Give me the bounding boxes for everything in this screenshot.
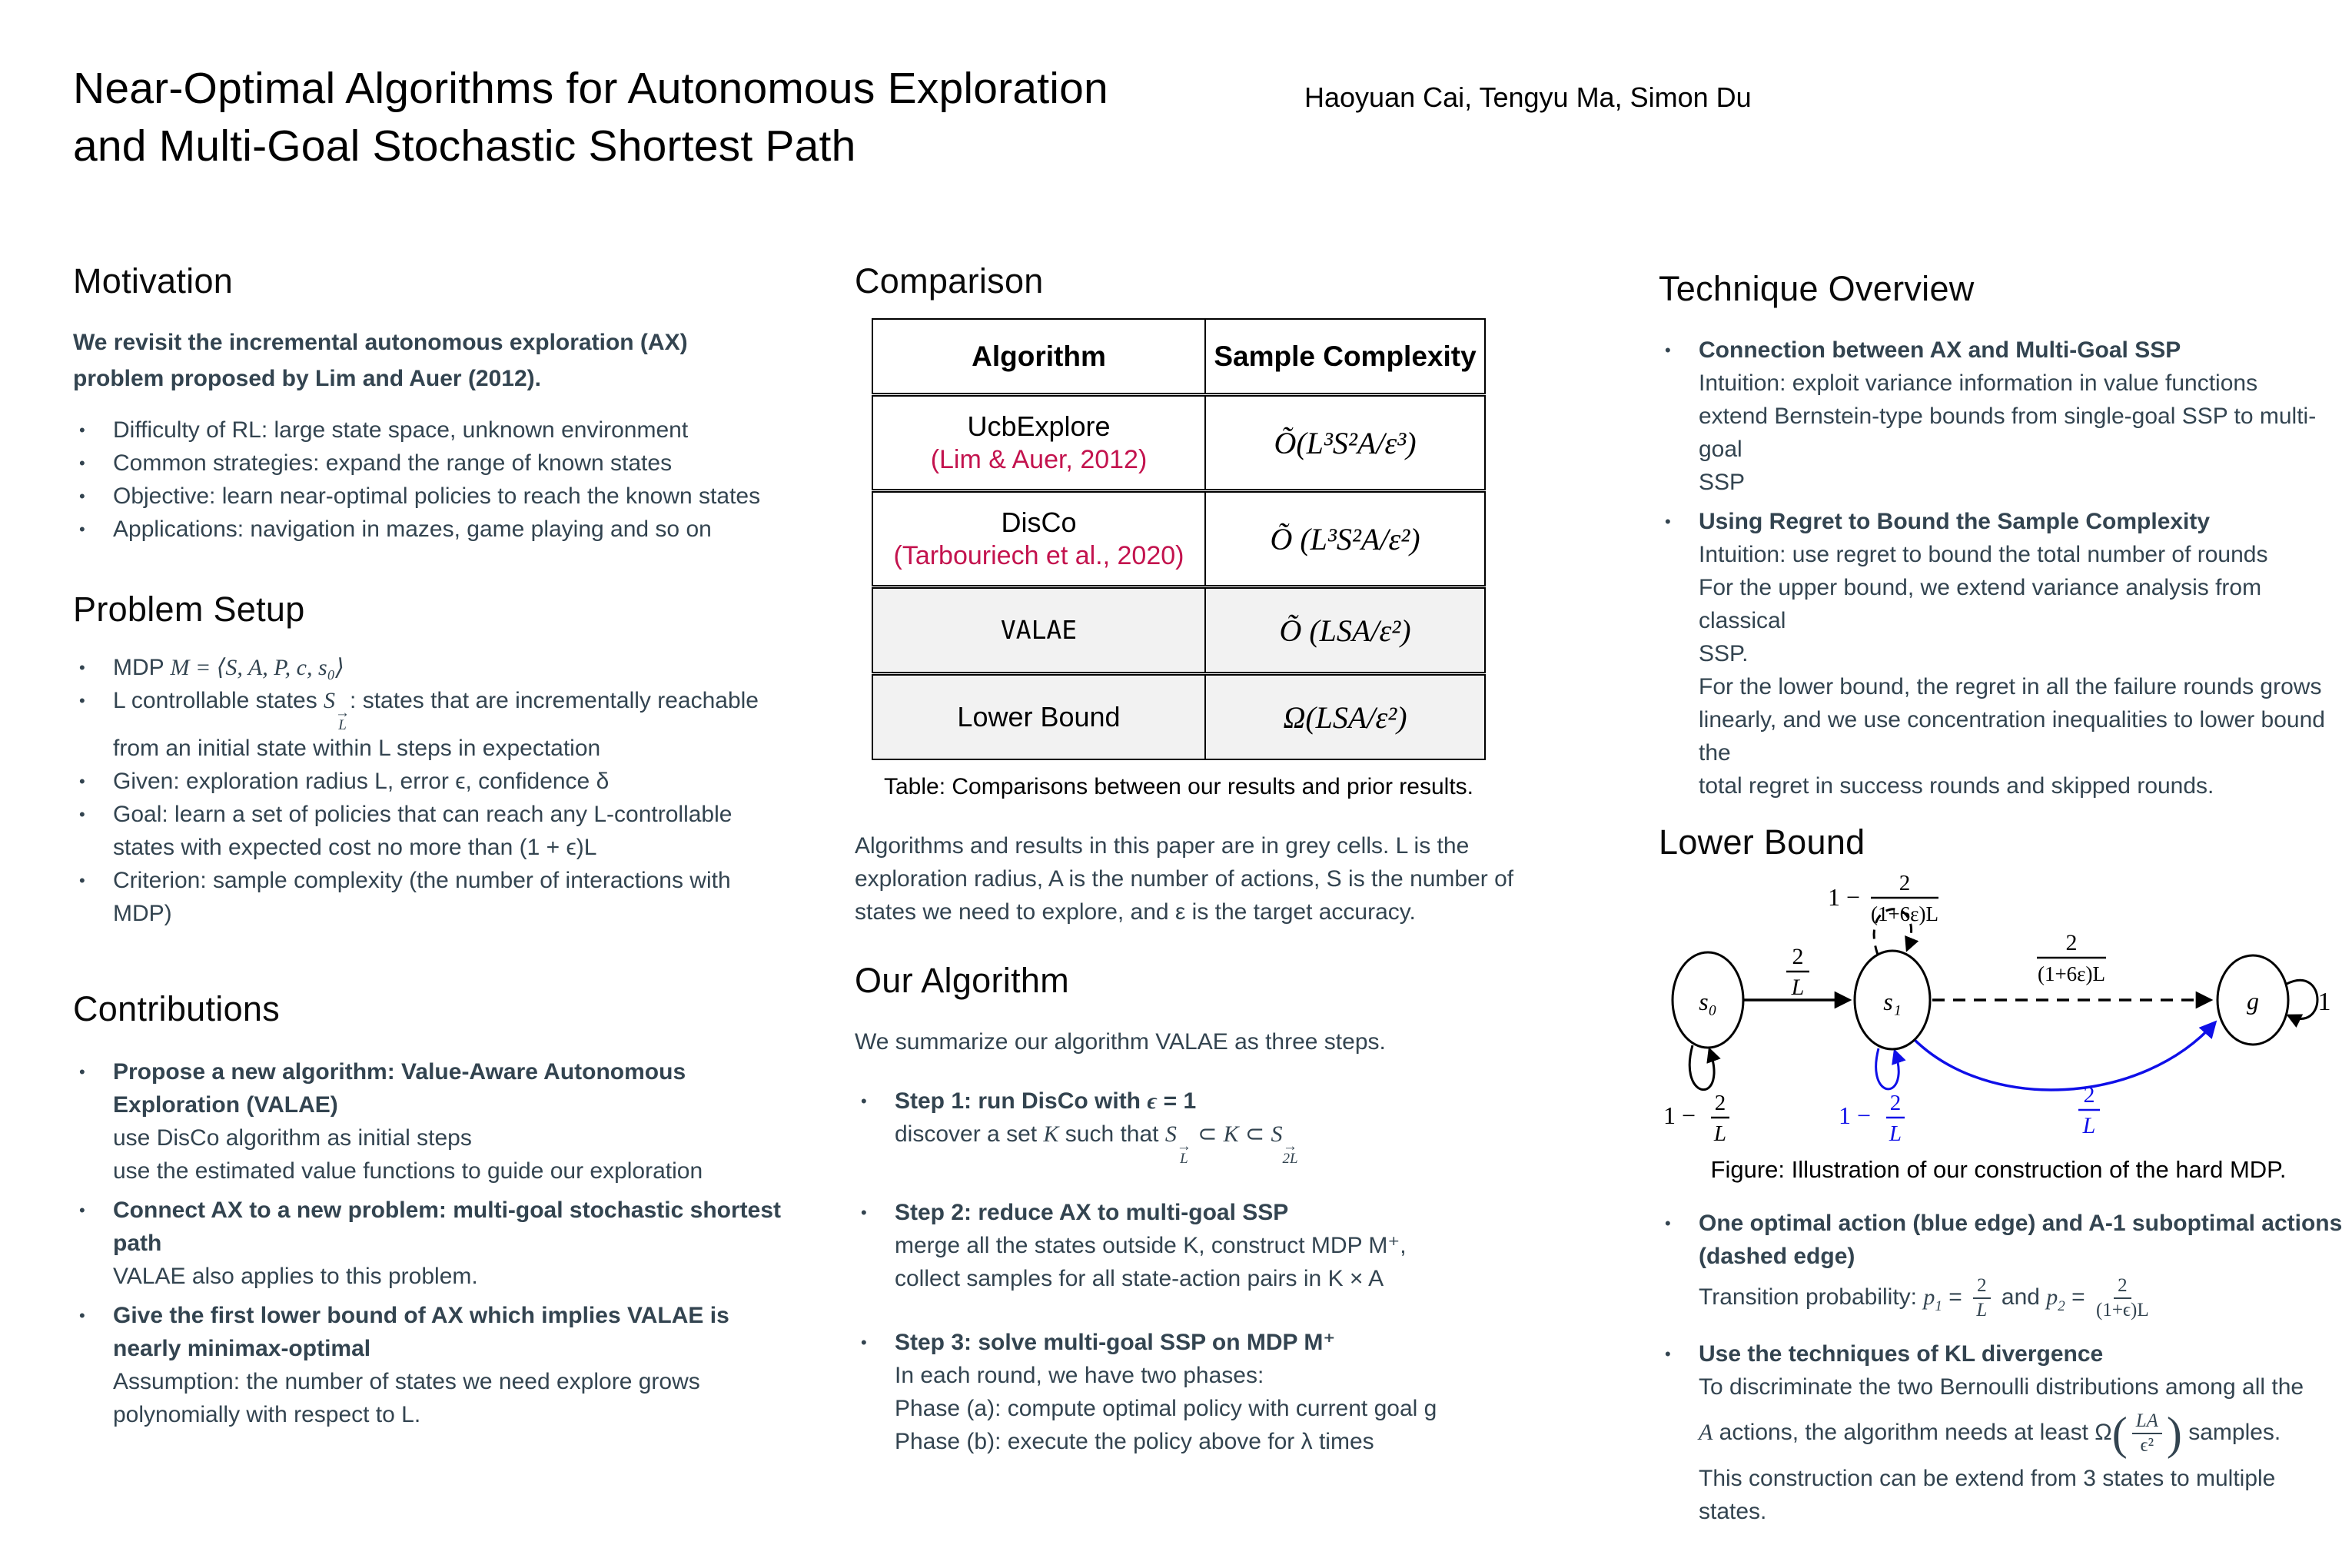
node-label-s0: s₀ — [1699, 988, 1717, 1015]
complexity-formula: Õ (LSA/ε²) — [1279, 613, 1411, 648]
bullet-dot: • — [1665, 1344, 1671, 1364]
bullet-dot: • — [79, 772, 85, 792]
g-loop-label: 1 — [2317, 988, 2331, 1016]
step-sub-line: collect samples for all state-action pairs in K × A — [895, 1266, 1384, 1292]
plain-line: use the estimated value functions to guide our exploration — [113, 1158, 703, 1184]
bullet-text — [113, 1299, 830, 1431]
col-header-algorithm: Algorithm — [872, 319, 1205, 395]
big-paren: ( — [2111, 1408, 2128, 1460]
bullet-text: Common strategies: expand the range of known states — [113, 450, 673, 476]
text-token: Transition probability: — [1699, 1284, 1924, 1310]
hard-mdp-figure — [1659, 869, 2338, 1154]
samples-formula-line — [1699, 1404, 2343, 1462]
bullet-text: Difficulty of RL: large state space, unknown environment — [113, 417, 689, 443]
step-sub-line: Phase (b): execute the policy above for λ times — [895, 1429, 1374, 1455]
bullet-item — [73, 513, 830, 546]
bullet-text — [1699, 505, 2343, 802]
frac-num: LA — [2132, 1411, 2162, 1434]
section-our-algorithm — [855, 959, 1546, 1458]
bullet-dot: • — [1665, 1214, 1671, 1233]
frac-num: 2 — [1889, 1091, 1902, 1115]
bullet-text — [113, 864, 830, 930]
intro-line: problem proposed by Lim and Auer (2012). — [73, 366, 541, 391]
math-token: K — [1043, 1121, 1059, 1147]
frac-den: (1+6ε)L — [2037, 962, 2106, 985]
motivation-bullets — [73, 414, 830, 546]
table-row-highlighted — [872, 674, 1485, 760]
our-algorithm-heading: Our Algorithm — [855, 961, 1069, 1000]
motivation-heading: Motivation — [73, 261, 234, 301]
plain-line: Assumption: the number of states we need explore grows — [113, 1369, 700, 1394]
bullet-item — [73, 684, 830, 765]
plain-line: Intuition: use regret to bound the total number of rounds — [1699, 542, 2268, 567]
note-line: Algorithms and results in this paper are in grey cells. L is the — [855, 833, 1470, 859]
bullet-dot: • — [1665, 512, 1671, 531]
step-sub-line: Phase (a): compute optimal policy with current goal g — [895, 1396, 1437, 1422]
plain-line: For the lower bound, the regret in all the failure rounds grows — [1699, 674, 2322, 699]
bullet-text — [113, 684, 830, 765]
math-token: S — [1271, 1121, 1283, 1147]
bullet-dot: • — [861, 1333, 867, 1353]
algorithm-name: DisCo — [1001, 507, 1077, 538]
frac-den: (1+6ε)L — [1870, 902, 1939, 925]
problem-setup-heading: Problem Setup — [73, 590, 305, 629]
plain-line: linearly, and we use concentration inequalities to lower bound the — [1699, 707, 2325, 766]
frac-den: (1+ϵ)L — [2096, 1300, 2149, 1321]
comparison-heading: Comparison — [855, 261, 1044, 301]
bullet-line — [113, 684, 830, 732]
bullet-text — [113, 651, 830, 684]
plain-line: For the upper bound, we extend variance analysis from classical — [1699, 575, 2262, 633]
edge-s1-to-g-blue — [1914, 1022, 2215, 1090]
our-algorithm-intro: We summarize our algorithm VALAE as three steps. — [855, 1029, 1386, 1055]
complexity-formula: Ω(LSA/ε²) — [1283, 699, 1407, 735]
section-lower-bound — [1659, 821, 2343, 1528]
sub-token: 2 — [2058, 1298, 2065, 1314]
bold-line: Use the techniques of KL divergence — [1699, 1341, 2104, 1367]
poster-title — [73, 60, 1108, 175]
bullet-dot: • — [79, 1306, 85, 1325]
text-token: L controllable states — [113, 688, 324, 713]
text-token: = 1 — [1157, 1088, 1197, 1114]
bullet-text: Objective: learn near-optimal policies to reach the known states — [113, 483, 761, 509]
bullet-dot: • — [79, 658, 85, 677]
bullet-item — [73, 798, 830, 864]
math-token: p — [1923, 1284, 1935, 1310]
plain-line: SSP. — [1699, 641, 1749, 666]
math-token: M = ⟨S, A, P, c, s₀⟩ — [170, 655, 344, 680]
edge-g-self-loop — [2287, 980, 2317, 1018]
bold-line: Give the first lower bound of AX which implies VALAE is — [113, 1303, 729, 1328]
text-token: ⊂ — [1191, 1121, 1224, 1147]
node-label-s1: s₁ — [1883, 988, 1902, 1015]
bullet-dot: • — [79, 1062, 85, 1081]
bullet-line: Criterion: sample complexity (the number of interactions with — [113, 868, 731, 894]
math-token: S — [1164, 1121, 1177, 1147]
note-line: exploration radius, A is the number of actions, S is the number of — [855, 866, 1514, 892]
technique-bullets — [1659, 334, 2343, 802]
bullet-text — [113, 1194, 830, 1293]
omega-token: Ω — [2095, 1420, 2112, 1445]
bullet-item — [73, 447, 830, 480]
sup-arrow: → — [1176, 1138, 1191, 1154]
bold-line: One optimal action (blue edge) and A-1 suboptimal actions — [1699, 1211, 2343, 1236]
bullet-dot: • — [79, 1201, 85, 1220]
note-line: states we need to explore, and ε is the target accuracy. — [855, 899, 1416, 925]
plain-line: total regret in success rounds and skipped rounds. — [1699, 773, 2214, 799]
technique-heading: Technique Overview — [1659, 269, 1975, 308]
bold-line: (dashed edge) — [1699, 1244, 1855, 1269]
frac-den: L — [1889, 1121, 1902, 1146]
motivation-intro — [73, 324, 830, 397]
bullet-item — [1659, 505, 2343, 802]
bullet-text — [1699, 1207, 2343, 1331]
table-row-highlighted — [872, 587, 1485, 674]
bullet-line: from an initial state within L steps in expectation — [113, 736, 601, 762]
math-token: K — [1223, 1121, 1239, 1147]
math-token: A — [1699, 1420, 1713, 1445]
frac-num: 2 — [1899, 871, 1911, 895]
step-text — [895, 1085, 1546, 1168]
bold-line: Using Regret to Bound the Sample Complexity — [1699, 509, 2211, 534]
bullet-dot: • — [79, 453, 85, 473]
cell-complexity — [1205, 587, 1485, 674]
label-pre: 1 − — [1663, 1101, 1696, 1129]
epsilon-token: ϵ — [1147, 1088, 1158, 1114]
text-token: = — [2065, 1284, 2091, 1310]
text-token: actions, the algorithm needs at least — [1713, 1420, 2095, 1445]
algorithm-citation: (Tarbouriech et al., 2020) — [893, 541, 1184, 570]
inline-fraction — [1973, 1276, 1991, 1321]
plain-line: Intuition: exploit variance information in value functions — [1699, 370, 2258, 396]
contributions-heading: Contributions — [73, 989, 281, 1028]
sub-label: L — [1180, 1151, 1188, 1168]
bold-line: path — [113, 1231, 162, 1256]
cell-complexity — [1205, 491, 1485, 587]
step-text — [895, 1196, 1546, 1295]
big-paren: ) — [2166, 1408, 2182, 1460]
sup-arrow: → — [1283, 1138, 1298, 1154]
lower-bound-bullets — [1659, 1207, 2343, 1528]
algorithm-name: VALAE — [1000, 615, 1078, 645]
table-note — [855, 829, 1531, 929]
algorithm-name: Lower Bound — [957, 701, 1121, 733]
bullet-text — [113, 1055, 830, 1188]
section-technique-overview — [1659, 267, 2343, 802]
supsub — [335, 707, 350, 732]
frac-num: 2 — [1714, 1091, 1726, 1115]
bold-line: nearly minimax-optimal — [113, 1336, 371, 1361]
bullet-item — [73, 480, 830, 513]
plain-line: extend Bernstein-type bounds from single-goal SSP to multi-goal — [1699, 404, 2317, 462]
bold-line: Exploration (VALAE) — [113, 1092, 338, 1118]
bullet-dot: • — [79, 487, 85, 506]
bullet-item — [1659, 334, 2343, 499]
cell-algorithm — [872, 491, 1205, 587]
sub-token: 1 — [1935, 1298, 1942, 1314]
edge-s0-bottom-self-loop — [1689, 1045, 1714, 1090]
plain-line: polynomially with respect to L. — [113, 1402, 421, 1427]
frac-den: L — [1976, 1300, 1988, 1321]
section-contributions — [73, 988, 830, 1431]
bullet-dot: • — [79, 520, 85, 539]
section-problem-setup — [73, 588, 830, 930]
step-sub-line: In each round, we have two phases: — [895, 1363, 1264, 1389]
bullet-line: MDP) — [113, 901, 172, 927]
lower-bound-heading: Lower Bound — [1659, 822, 1865, 862]
text-token: = — [1942, 1284, 1969, 1310]
intro-line: We revisit the incremental autonomous exploration (AX) — [73, 330, 688, 355]
step-bold-line: Step 3: solve multi-goal SSP on MDP M⁺ — [895, 1330, 1336, 1356]
step-sub-line: merge all the states outside K, construct MDP M⁺, — [895, 1233, 1407, 1259]
bold-line: Connection between AX and Multi-Goal SSP — [1699, 337, 2181, 363]
table-row — [872, 491, 1485, 587]
node-label-g: g — [2247, 987, 2259, 1015]
bullet-text: Given: exploration radius L, error ϵ, confidence δ — [113, 769, 610, 795]
step-bold-line — [895, 1085, 1546, 1118]
contributions-bullets — [73, 1055, 830, 1431]
bold-line: Propose a new algorithm: Value-Aware Autonomous — [113, 1059, 686, 1085]
plain-line: To discriminate the two Bernoulli distributions among all the — [1699, 1374, 2304, 1400]
frac-num: 2 — [2083, 1082, 2095, 1108]
plain-line: SSP — [1699, 470, 1746, 495]
step-item — [855, 1196, 1546, 1295]
algorithm-name: UcbExplore — [967, 410, 1111, 442]
bullet-line: Goal: learn a set of policies that can reach any L-controllable — [113, 802, 733, 828]
bullet-item — [73, 651, 830, 684]
bullet-item — [1659, 1207, 2343, 1331]
frac-num: 2 — [2065, 930, 2078, 955]
complexity-formula: Õ(L³S²A/ε³) — [1274, 425, 1417, 460]
text-token: and — [1995, 1284, 2047, 1310]
complexity-formula: Õ (L³S²A/ε²) — [1270, 521, 1420, 556]
plain-line: This construction can be extend from 3 states to multiple states. — [1699, 1466, 2276, 1524]
bullet-text — [1699, 334, 2343, 499]
cell-complexity — [1205, 674, 1485, 760]
algorithm-citation: (Lim & Auer, 2012) — [930, 445, 1148, 474]
step-text — [895, 1326, 1546, 1458]
problem-setup-bullets — [73, 651, 830, 930]
label-pre: 1 − — [1838, 1101, 1871, 1129]
sup-arrow: → — [335, 705, 350, 721]
our-algorithm-steps — [855, 1085, 1546, 1458]
bullet-dot: • — [1665, 341, 1671, 360]
bullet-item — [73, 414, 830, 447]
text-token: : states that are incrementally reachable — [350, 688, 759, 713]
bullet-text — [113, 798, 830, 864]
poster-authors: Haoyuan Cai, Tengyu Ma, Simon Du — [1304, 81, 1752, 113]
plain-line: VALAE also applies to this problem. — [113, 1264, 478, 1289]
bullet-text — [1699, 1337, 2343, 1528]
text-token: discover a set — [895, 1121, 1044, 1147]
bullet-dot: • — [79, 871, 85, 891]
cell-algorithm — [872, 587, 1205, 674]
bullet-dot: • — [79, 691, 85, 710]
text-token: ⊂ — [1238, 1121, 1271, 1147]
col-header-sample-complexity: Sample Complexity — [1205, 319, 1485, 395]
table-row — [872, 395, 1485, 491]
cell-complexity — [1205, 395, 1485, 491]
math-token: p — [2046, 1284, 2058, 1310]
bullet-line: states with expected cost no more than (1 + ϵ)L — [113, 835, 597, 861]
inline-fraction — [2096, 1276, 2149, 1321]
edge-s1-bottom-self-loop-blue — [1876, 1048, 1899, 1089]
frac-num: 2 — [1973, 1276, 1991, 1299]
plain-line: use DisCo algorithm as initial steps — [113, 1125, 472, 1151]
text-token: such that — [1058, 1121, 1165, 1147]
bullet-item — [73, 1194, 830, 1293]
text-token: Step 1: run DisCo with — [895, 1088, 1148, 1114]
frac-num: 2 — [2114, 1276, 2131, 1299]
frac-den: L — [1791, 975, 1805, 1000]
step-sub-line — [895, 1118, 1546, 1168]
text-token: samples. — [2181, 1420, 2281, 1445]
supsub — [1176, 1138, 1191, 1168]
title-line-2: and Multi-Goal Stochastic Shortest Path — [73, 121, 856, 171]
sub-label: L — [338, 717, 347, 734]
title-line-1: Near-Optimal Algorithms for Autonomous Exploration — [73, 64, 1108, 113]
step-bold-line: Step 2: reduce AX to multi-goal SSP — [895, 1200, 1289, 1226]
frac-num: 2 — [1792, 944, 1804, 969]
bullet-dot: • — [79, 420, 85, 440]
section-motivation — [73, 260, 830, 546]
step-item — [855, 1326, 1546, 1458]
bullet-dot: • — [861, 1091, 867, 1111]
frac-den: L — [1713, 1121, 1727, 1146]
section-comparison — [855, 260, 1531, 929]
text-token: MDP — [113, 655, 171, 680]
comparison-table — [872, 318, 1486, 760]
bullet-dot: • — [861, 1203, 867, 1223]
table-header-row — [872, 319, 1485, 395]
cell-algorithm — [872, 674, 1205, 760]
bullet-item — [1659, 1337, 2343, 1528]
frac-den: L — [2082, 1113, 2096, 1138]
bullet-item — [73, 1055, 830, 1188]
transition-probability-line — [1699, 1273, 2343, 1331]
table-caption: Table: Comparisons between our results and prior results. — [883, 774, 1474, 799]
bullet-item — [73, 1299, 830, 1431]
frac-den: ϵ² — [2140, 1435, 2154, 1457]
step-item — [855, 1085, 1546, 1168]
bullet-dot: • — [79, 805, 85, 825]
cell-algorithm — [872, 395, 1205, 491]
bullet-item — [73, 765, 830, 798]
bold-line: Connect AX to a new problem: multi-goal stochastic shortest — [113, 1198, 781, 1223]
inline-fraction — [2132, 1411, 2162, 1457]
figure-caption: Figure: Illustration of our construction of the hard MDP. — [1710, 1156, 2287, 1183]
bullet-item — [73, 864, 830, 930]
supsub — [1282, 1138, 1298, 1168]
math-token: S — [324, 688, 336, 713]
label-pre: 1 − — [1827, 883, 1860, 911]
bullet-text: Applications: navigation in mazes, game playing and so on — [113, 517, 712, 542]
sub-label: 2L — [1282, 1151, 1298, 1168]
